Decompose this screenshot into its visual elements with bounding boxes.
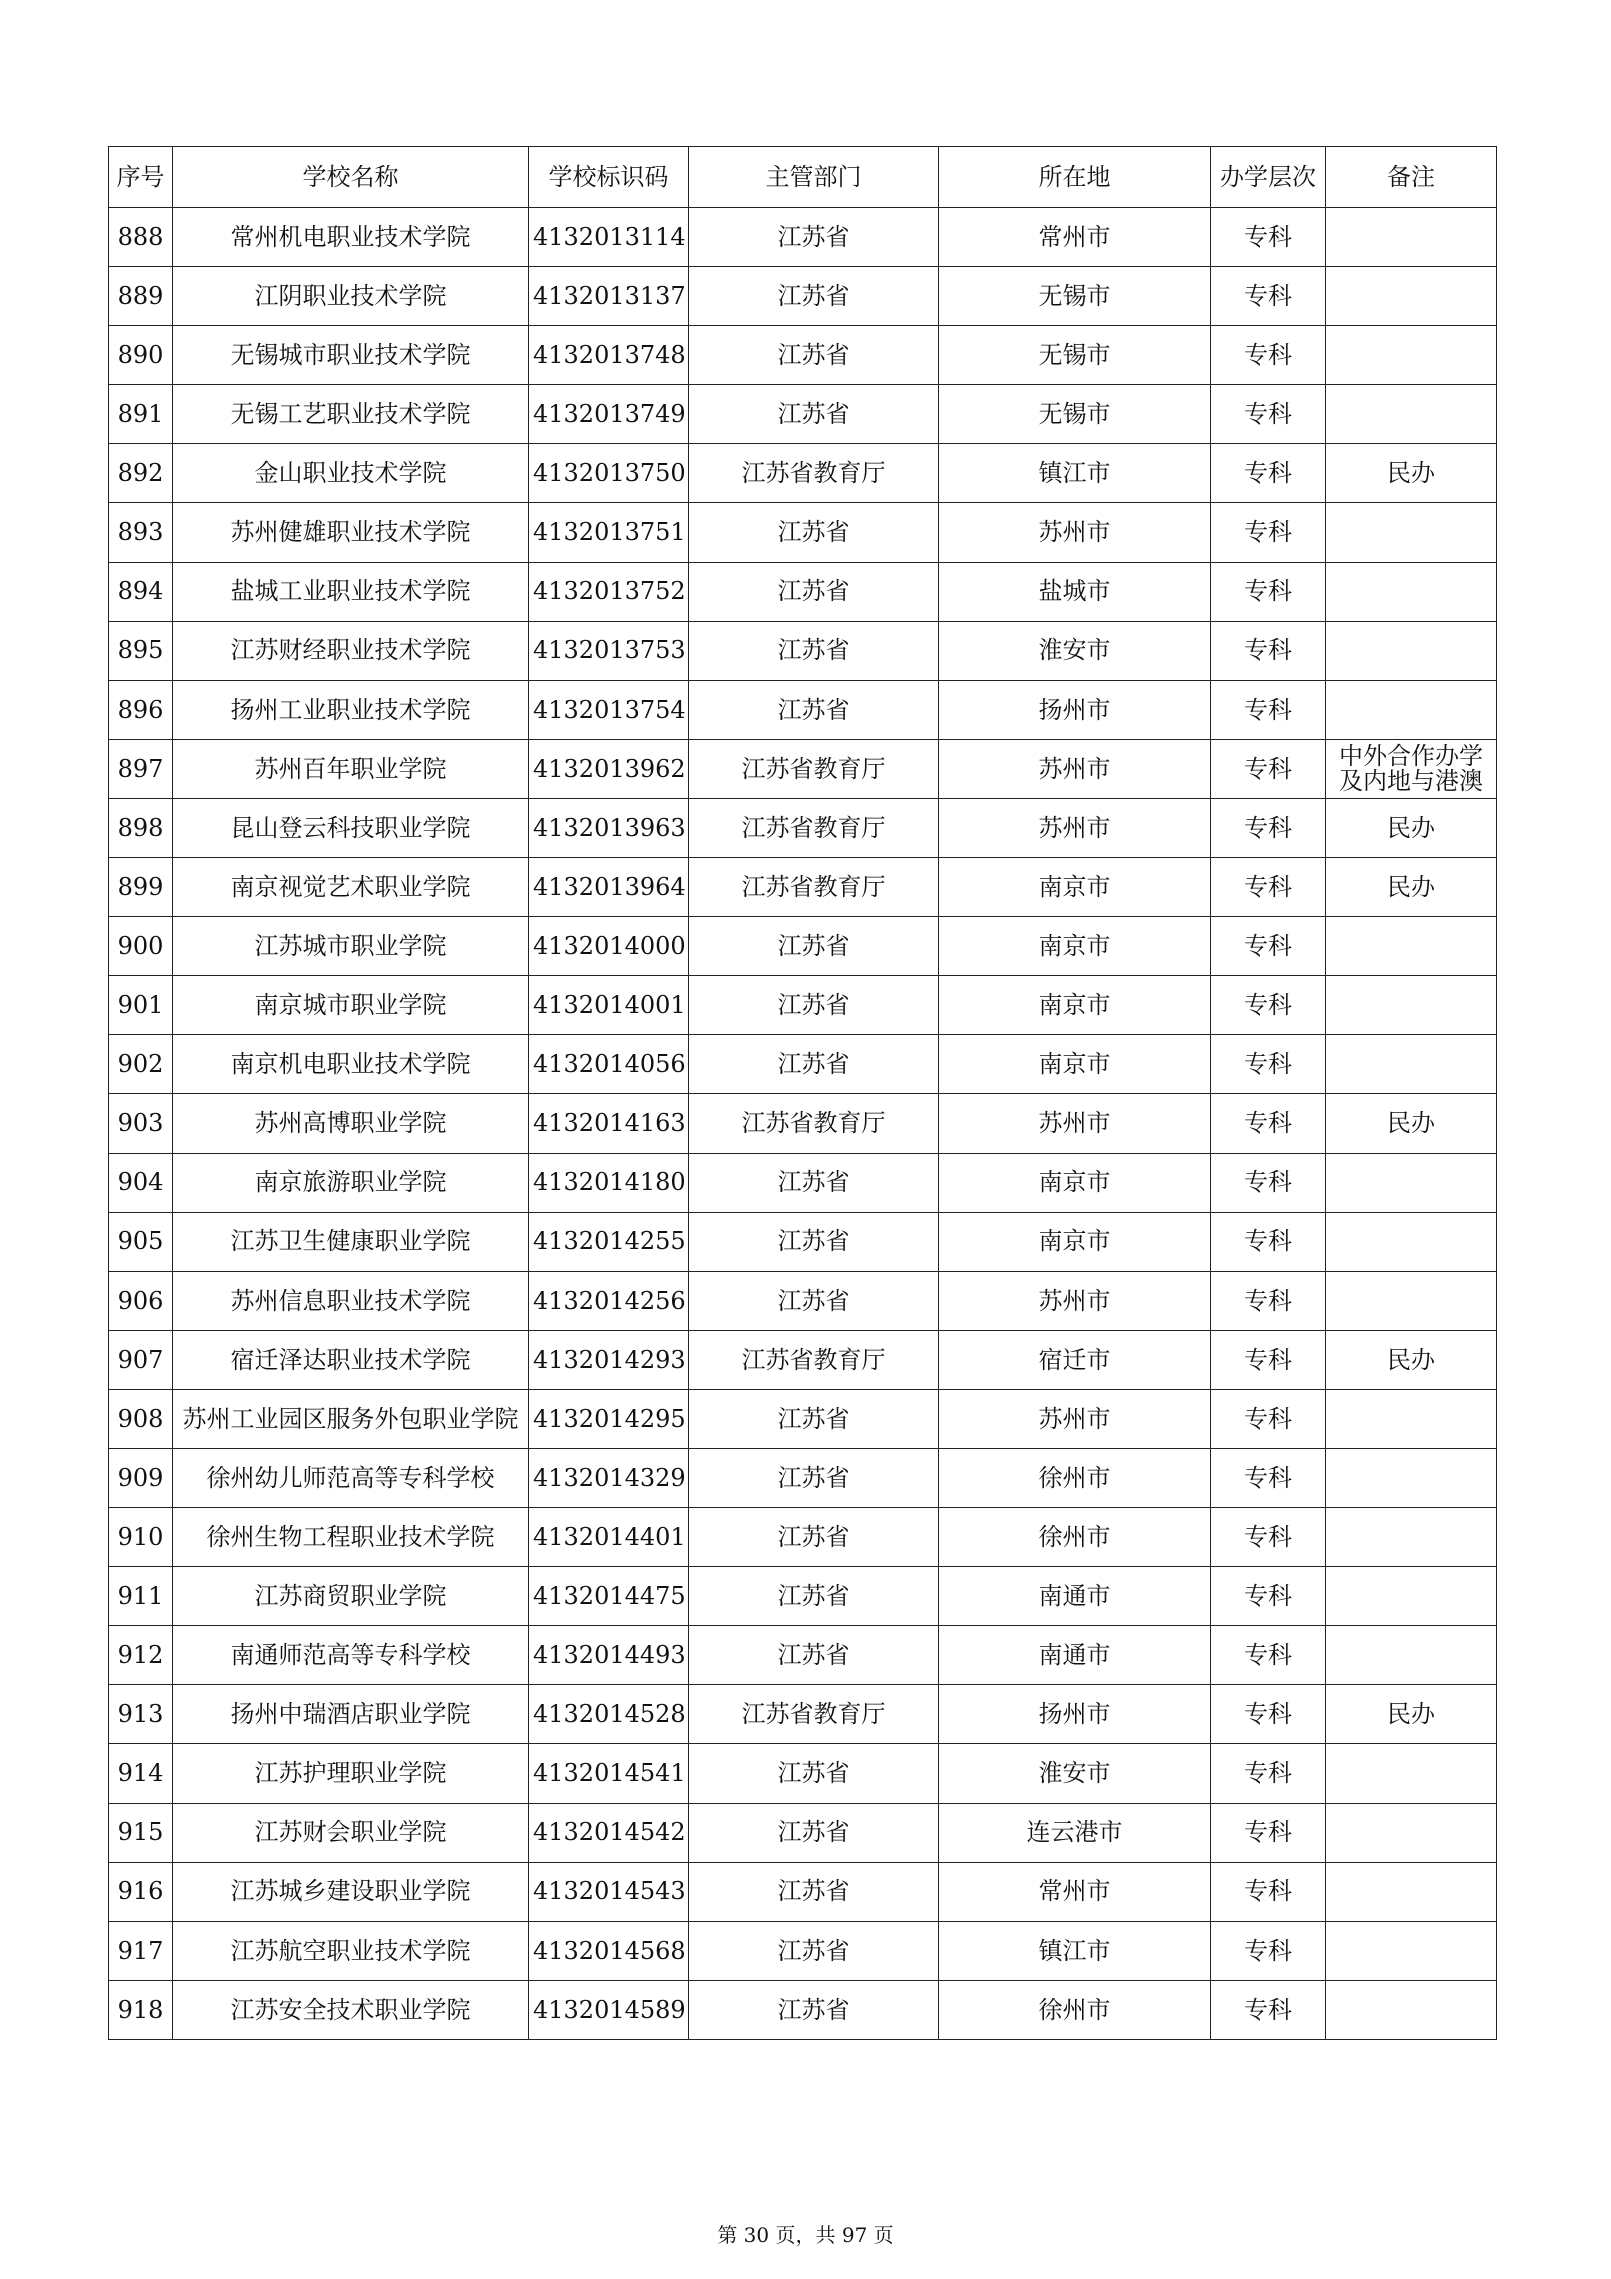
cell-remarks <box>1326 680 1497 739</box>
cell-remarks: 民办 <box>1326 798 1497 857</box>
cell-level: 专科 <box>1211 1626 1326 1685</box>
header-level: 办学层次 <box>1211 147 1326 208</box>
cell-index: 906 <box>109 1271 173 1330</box>
cell-index: 893 <box>109 503 173 562</box>
cell-department: 江苏省教育厅 <box>689 858 939 917</box>
cell-remarks <box>1326 385 1497 444</box>
table-row <box>109 1212 1497 1271</box>
cell-department: 江苏省教育厅 <box>689 1094 939 1153</box>
cell-index: 900 <box>109 917 173 976</box>
cell-school-name: 无锡工艺职业技术学院 <box>173 385 529 444</box>
cell-remarks <box>1326 1980 1497 2039</box>
cell-school-name: 常州机电职业技术学院 <box>173 208 529 267</box>
cell-school-name: 徐州幼儿师范高等专科学校 <box>173 1448 529 1507</box>
cell-department: 江苏省 <box>689 1980 939 2039</box>
cell-school-name: 苏州信息职业技术学院 <box>173 1271 529 1330</box>
cell-school-name: 无锡城市职业技术学院 <box>173 326 529 385</box>
cell-department: 江苏省 <box>689 917 939 976</box>
table-row <box>109 1271 1497 1330</box>
cell-location: 常州市 <box>939 208 1211 267</box>
table-row <box>109 1744 1497 1803</box>
table-row <box>109 1094 1497 1153</box>
header-remarks: 备注 <box>1326 147 1497 208</box>
cell-department: 江苏省 <box>689 326 939 385</box>
table-row <box>109 1685 1497 1744</box>
cell-school-name: 江苏财经职业技术学院 <box>173 621 529 680</box>
cell-department: 江苏省 <box>689 680 939 739</box>
cell-school-name: 苏州工业园区服务外包职业学院 <box>173 1389 529 1448</box>
cell-index: 908 <box>109 1389 173 1448</box>
cell-school-name: 南通师范高等专科学校 <box>173 1626 529 1685</box>
cell-level: 专科 <box>1211 1153 1326 1212</box>
cell-index: 916 <box>109 1862 173 1921</box>
cell-level: 专科 <box>1211 1448 1326 1507</box>
cell-remarks <box>1326 503 1497 562</box>
cell-level: 专科 <box>1211 1035 1326 1094</box>
cell-department: 江苏省 <box>689 1153 939 1212</box>
table-row <box>109 1980 1497 2039</box>
table-row <box>109 1448 1497 1507</box>
cell-school-name: 南京城市职业学院 <box>173 976 529 1035</box>
cell-location: 苏州市 <box>939 798 1211 857</box>
cell-level: 专科 <box>1211 1212 1326 1271</box>
header-school-name: 学校名称 <box>173 147 529 208</box>
cell-index: 899 <box>109 858 173 917</box>
cell-school-code: 4132014401 <box>529 1508 689 1567</box>
cell-index: 897 <box>109 739 173 798</box>
cell-level: 专科 <box>1211 1389 1326 1448</box>
cell-school-code: 4132014255 <box>529 1212 689 1271</box>
cell-remarks <box>1326 917 1497 976</box>
table-body <box>109 208 1497 2040</box>
cell-department: 江苏省 <box>689 1567 939 1626</box>
cell-level: 专科 <box>1211 1094 1326 1153</box>
cell-department: 江苏省 <box>689 1035 939 1094</box>
cell-index: 889 <box>109 267 173 326</box>
cell-level: 专科 <box>1211 1271 1326 1330</box>
cell-level: 专科 <box>1211 1921 1326 1980</box>
cell-remarks <box>1326 1389 1497 1448</box>
cell-index: 892 <box>109 444 173 503</box>
cell-remarks <box>1326 1744 1497 1803</box>
cell-remarks <box>1326 1921 1497 1980</box>
cell-school-name: 江苏城市职业学院 <box>173 917 529 976</box>
cell-level: 专科 <box>1211 1803 1326 1862</box>
cell-remarks <box>1326 1271 1497 1330</box>
cell-location: 扬州市 <box>939 1685 1211 1744</box>
cell-index: 903 <box>109 1094 173 1153</box>
table-header-row <box>109 147 1497 208</box>
cell-school-code: 4132014163 <box>529 1094 689 1153</box>
table-row <box>109 267 1497 326</box>
cell-level: 专科 <box>1211 208 1326 267</box>
cell-remarks: 民办 <box>1326 858 1497 917</box>
cell-remarks <box>1326 326 1497 385</box>
cell-location: 无锡市 <box>939 267 1211 326</box>
cell-school-name: 江苏城乡建设职业学院 <box>173 1862 529 1921</box>
cell-school-name: 苏州健雄职业技术学院 <box>173 503 529 562</box>
cell-remarks <box>1326 208 1497 267</box>
cell-department: 江苏省 <box>689 562 939 621</box>
cell-remarks <box>1326 1803 1497 1862</box>
cell-school-name: 南京视觉艺术职业学院 <box>173 858 529 917</box>
cell-location: 南京市 <box>939 1153 1211 1212</box>
cell-index: 909 <box>109 1448 173 1507</box>
cell-level: 专科 <box>1211 976 1326 1035</box>
cell-location: 苏州市 <box>939 1271 1211 1330</box>
table-row <box>109 1035 1497 1094</box>
cell-level: 专科 <box>1211 739 1326 798</box>
cell-department: 江苏省 <box>689 1271 939 1330</box>
cell-school-code: 4132014542 <box>529 1803 689 1862</box>
cell-location: 淮安市 <box>939 1744 1211 1803</box>
cell-school-name: 江阴职业技术学院 <box>173 267 529 326</box>
cell-school-name: 江苏商贸职业学院 <box>173 1567 529 1626</box>
cell-level: 专科 <box>1211 798 1326 857</box>
cell-school-code: 4132014001 <box>529 976 689 1035</box>
cell-location: 南通市 <box>939 1626 1211 1685</box>
cell-department: 江苏省 <box>689 1921 939 1980</box>
cell-index: 914 <box>109 1744 173 1803</box>
cell-remarks <box>1326 1448 1497 1507</box>
cell-department: 江苏省 <box>689 1862 939 1921</box>
cell-school-code: 4132014256 <box>529 1271 689 1330</box>
cell-level: 专科 <box>1211 1685 1326 1744</box>
table-row <box>109 326 1497 385</box>
header-location: 所在地 <box>939 147 1211 208</box>
cell-location: 苏州市 <box>939 1094 1211 1153</box>
cell-index: 891 <box>109 385 173 444</box>
cell-department: 江苏省教育厅 <box>689 739 939 798</box>
cell-school-name: 苏州高博职业学院 <box>173 1094 529 1153</box>
cell-index: 913 <box>109 1685 173 1744</box>
cell-location: 淮安市 <box>939 621 1211 680</box>
cell-department: 江苏省 <box>689 1212 939 1271</box>
cell-index: 894 <box>109 562 173 621</box>
cell-school-code: 4132014493 <box>529 1626 689 1685</box>
cell-level: 专科 <box>1211 1508 1326 1567</box>
cell-department: 江苏省 <box>689 1508 939 1567</box>
cell-school-code: 4132013114 <box>529 208 689 267</box>
cell-location: 无锡市 <box>939 385 1211 444</box>
cell-remarks <box>1326 976 1497 1035</box>
cell-level: 专科 <box>1211 444 1326 503</box>
cell-level: 专科 <box>1211 621 1326 680</box>
cell-index: 917 <box>109 1921 173 1980</box>
cell-location: 南京市 <box>939 976 1211 1035</box>
cell-level: 专科 <box>1211 267 1326 326</box>
cell-location: 连云港市 <box>939 1803 1211 1862</box>
cell-department: 江苏省教育厅 <box>689 1330 939 1389</box>
cell-school-code: 4132013137 <box>529 267 689 326</box>
cell-school-name: 盐城工业职业技术学院 <box>173 562 529 621</box>
cell-location: 镇江市 <box>939 1921 1211 1980</box>
cell-school-code: 4132014589 <box>529 1980 689 2039</box>
cell-index: 907 <box>109 1330 173 1389</box>
cell-location: 苏州市 <box>939 1389 1211 1448</box>
cell-remarks: 民办 <box>1326 1094 1497 1153</box>
cell-location: 苏州市 <box>939 503 1211 562</box>
cell-school-name: 金山职业技术学院 <box>173 444 529 503</box>
cell-level: 专科 <box>1211 858 1326 917</box>
cell-location: 南京市 <box>939 1035 1211 1094</box>
school-list-table <box>108 146 1497 2040</box>
cell-department: 江苏省教育厅 <box>689 444 939 503</box>
table-row <box>109 1626 1497 1685</box>
table-row <box>109 1921 1497 1980</box>
cell-school-code: 4132013749 <box>529 385 689 444</box>
table-row <box>109 385 1497 444</box>
page-footer: 第 30 页，共 97 页 <box>717 2223 894 2247</box>
cell-location: 南京市 <box>939 917 1211 976</box>
cell-index: 912 <box>109 1626 173 1685</box>
table-row <box>109 503 1497 562</box>
cell-index: 888 <box>109 208 173 267</box>
cell-department: 江苏省教育厅 <box>689 1685 939 1744</box>
cell-location: 徐州市 <box>939 1980 1211 2039</box>
cell-level: 专科 <box>1211 917 1326 976</box>
table-row <box>109 1389 1497 1448</box>
cell-remarks: 中外合作办学及内地与港澳 <box>1326 739 1497 798</box>
cell-department: 江苏省 <box>689 1803 939 1862</box>
cell-location: 扬州市 <box>939 680 1211 739</box>
cell-location: 无锡市 <box>939 326 1211 385</box>
cell-school-code: 4132014180 <box>529 1153 689 1212</box>
table-row <box>109 621 1497 680</box>
table-row <box>109 1803 1497 1862</box>
cell-department: 江苏省 <box>689 1448 939 1507</box>
cell-location: 常州市 <box>939 1862 1211 1921</box>
cell-index: 910 <box>109 1508 173 1567</box>
cell-level: 专科 <box>1211 1980 1326 2039</box>
cell-department: 江苏省 <box>689 976 939 1035</box>
cell-school-name: 江苏财会职业学院 <box>173 1803 529 1862</box>
cell-school-name: 昆山登云科技职业学院 <box>173 798 529 857</box>
cell-school-code: 4132014293 <box>529 1330 689 1389</box>
cell-remarks <box>1326 1626 1497 1685</box>
cell-department: 江苏省 <box>689 503 939 562</box>
cell-level: 专科 <box>1211 1567 1326 1626</box>
cell-school-name: 江苏航空职业技术学院 <box>173 1921 529 1980</box>
cell-school-name: 苏州百年职业学院 <box>173 739 529 798</box>
table-row <box>109 444 1497 503</box>
cell-index: 905 <box>109 1212 173 1271</box>
table-row <box>109 208 1497 267</box>
cell-remarks: 民办 <box>1326 1330 1497 1389</box>
cell-school-code: 4132013751 <box>529 503 689 562</box>
cell-location: 宿迁市 <box>939 1330 1211 1389</box>
cell-index: 915 <box>109 1803 173 1862</box>
cell-school-code: 4132014568 <box>529 1921 689 1980</box>
cell-school-code: 4132014475 <box>529 1567 689 1626</box>
cell-remarks <box>1326 1035 1497 1094</box>
table-row <box>109 1862 1497 1921</box>
cell-school-code: 4132013964 <box>529 858 689 917</box>
cell-location: 苏州市 <box>939 739 1211 798</box>
cell-remarks <box>1326 1153 1497 1212</box>
cell-location: 南通市 <box>939 1567 1211 1626</box>
cell-school-name: 江苏安全技术职业学院 <box>173 1980 529 2039</box>
cell-school-name: 徐州生物工程职业技术学院 <box>173 1508 529 1567</box>
cell-index: 895 <box>109 621 173 680</box>
cell-level: 专科 <box>1211 385 1326 444</box>
table-row <box>109 798 1497 857</box>
cell-remarks <box>1326 1567 1497 1626</box>
cell-school-name: 江苏护理职业学院 <box>173 1744 529 1803</box>
table-row <box>109 562 1497 621</box>
cell-index: 896 <box>109 680 173 739</box>
cell-school-code: 4132013752 <box>529 562 689 621</box>
cell-index: 901 <box>109 976 173 1035</box>
cell-location: 徐州市 <box>939 1448 1211 1507</box>
cell-department: 江苏省教育厅 <box>689 798 939 857</box>
cell-remarks <box>1326 621 1497 680</box>
cell-location: 南京市 <box>939 858 1211 917</box>
cell-remarks <box>1326 1212 1497 1271</box>
cell-level: 专科 <box>1211 503 1326 562</box>
header-school-code: 学校标识码 <box>529 147 689 208</box>
cell-school-code: 4132013750 <box>529 444 689 503</box>
cell-index: 902 <box>109 1035 173 1094</box>
header-index: 序号 <box>109 147 173 208</box>
cell-department: 江苏省 <box>689 385 939 444</box>
table-row <box>109 1567 1497 1626</box>
cell-level: 专科 <box>1211 326 1326 385</box>
cell-department: 江苏省 <box>689 621 939 680</box>
cell-school-code: 4132014528 <box>529 1685 689 1744</box>
cell-school-code: 4132013753 <box>529 621 689 680</box>
cell-level: 专科 <box>1211 1862 1326 1921</box>
cell-level: 专科 <box>1211 562 1326 621</box>
cell-index: 904 <box>109 1153 173 1212</box>
cell-school-code: 4132013748 <box>529 326 689 385</box>
cell-department: 江苏省 <box>689 1626 939 1685</box>
cell-school-code: 4132013963 <box>529 798 689 857</box>
table-row <box>109 1508 1497 1567</box>
cell-remarks <box>1326 1862 1497 1921</box>
cell-level: 专科 <box>1211 680 1326 739</box>
cell-school-name: 南京机电职业技术学院 <box>173 1035 529 1094</box>
table-row <box>109 739 1497 798</box>
cell-remarks <box>1326 1508 1497 1567</box>
table-row <box>109 917 1497 976</box>
cell-school-name: 宿迁泽达职业技术学院 <box>173 1330 529 1389</box>
table-row <box>109 976 1497 1035</box>
cell-index: 898 <box>109 798 173 857</box>
cell-remarks: 民办 <box>1326 444 1497 503</box>
cell-index: 918 <box>109 1980 173 2039</box>
cell-school-code: 4132013962 <box>529 739 689 798</box>
cell-school-code: 4132013754 <box>529 680 689 739</box>
cell-level: 专科 <box>1211 1330 1326 1389</box>
cell-school-name: 南京旅游职业学院 <box>173 1153 529 1212</box>
cell-department: 江苏省 <box>689 1389 939 1448</box>
cell-remarks <box>1326 562 1497 621</box>
cell-school-code: 4132014541 <box>529 1744 689 1803</box>
cell-remarks: 民办 <box>1326 1685 1497 1744</box>
cell-index: 911 <box>109 1567 173 1626</box>
cell-location: 镇江市 <box>939 444 1211 503</box>
table-row <box>109 858 1497 917</box>
cell-school-name: 扬州中瑞酒店职业学院 <box>173 1685 529 1744</box>
cell-school-name: 江苏卫生健康职业学院 <box>173 1212 529 1271</box>
cell-school-code: 4132014543 <box>529 1862 689 1921</box>
cell-school-code: 4132014295 <box>529 1389 689 1448</box>
cell-school-code: 4132014000 <box>529 917 689 976</box>
cell-location: 徐州市 <box>939 1508 1211 1567</box>
cell-remarks <box>1326 267 1497 326</box>
cell-school-name: 扬州工业职业技术学院 <box>173 680 529 739</box>
cell-level: 专科 <box>1211 1744 1326 1803</box>
table-row <box>109 1330 1497 1389</box>
cell-department: 江苏省 <box>689 267 939 326</box>
cell-department: 江苏省 <box>689 208 939 267</box>
cell-school-code: 4132014056 <box>529 1035 689 1094</box>
cell-index: 890 <box>109 326 173 385</box>
table-row <box>109 680 1497 739</box>
cell-school-code: 4132014329 <box>529 1448 689 1507</box>
header-department: 主管部门 <box>689 147 939 208</box>
cell-location: 南京市 <box>939 1212 1211 1271</box>
table-row <box>109 1153 1497 1212</box>
cell-department: 江苏省 <box>689 1744 939 1803</box>
cell-location: 盐城市 <box>939 562 1211 621</box>
